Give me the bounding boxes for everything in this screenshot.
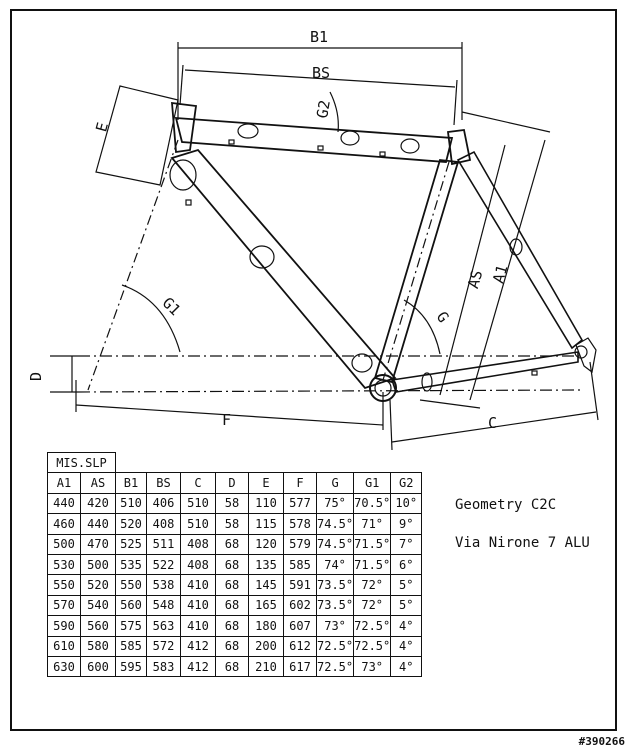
table-cell: 520 xyxy=(116,514,147,534)
table-cell: 68 xyxy=(216,636,249,656)
table-cell: 579 xyxy=(284,534,317,554)
table-cell: 525 xyxy=(116,534,147,554)
table-cell: 408 xyxy=(181,534,216,554)
down-tube-guide-3 xyxy=(352,354,372,372)
seat-tube xyxy=(375,160,458,382)
header-cell: BS xyxy=(147,473,181,493)
table-cell: 4° xyxy=(391,656,422,676)
table-cell: 578 xyxy=(284,514,317,534)
header-cell: D xyxy=(216,473,249,493)
table-cell: 7° xyxy=(391,534,422,554)
header-cell: F xyxy=(284,473,317,493)
table-cell: 570 xyxy=(48,595,81,615)
table-cell: 572 xyxy=(147,636,181,656)
table-caption-row xyxy=(48,453,422,473)
table-cell: 560 xyxy=(116,595,147,615)
table-cell: 72.5° xyxy=(317,636,354,656)
table-cell: 530 xyxy=(48,554,81,574)
table-cell: 73° xyxy=(354,656,391,676)
table-cell: 68 xyxy=(216,575,249,595)
table-cell: 607 xyxy=(284,616,317,636)
header-cell: A1 xyxy=(48,473,81,493)
label-f: F xyxy=(222,411,232,429)
e-dim-box xyxy=(96,86,178,185)
table-row xyxy=(48,636,422,656)
table-cell: 74° xyxy=(317,554,354,574)
tick-5 xyxy=(532,371,537,375)
table-cell: 410 xyxy=(181,616,216,636)
table-cell: 550 xyxy=(48,575,81,595)
table-cell: 68 xyxy=(216,595,249,615)
table-cell: 591 xyxy=(284,575,317,595)
table-cell: 210 xyxy=(249,656,284,676)
reference-code: #390266 xyxy=(578,735,625,748)
table-cell: 58 xyxy=(216,514,249,534)
table-row xyxy=(48,534,422,554)
table-cell: 72° xyxy=(354,575,391,595)
table-cell: 612 xyxy=(284,636,317,656)
bs-ext-left xyxy=(180,65,183,105)
table-cell: 510 xyxy=(181,493,216,513)
c-ext-left xyxy=(390,400,392,450)
top-tube-cable-guide-1 xyxy=(238,124,258,138)
table-cell: 71.5° xyxy=(354,534,391,554)
table-cell: 617 xyxy=(284,656,317,676)
table-cell: 110 xyxy=(249,493,284,513)
g1-line xyxy=(88,140,178,390)
table-cell: 585 xyxy=(116,636,147,656)
table-cell: 602 xyxy=(284,595,317,615)
table-cell: 500 xyxy=(48,534,81,554)
down-tube-guide-1 xyxy=(170,160,196,190)
table-cell: 72.5° xyxy=(354,636,391,656)
table-cell: 460 xyxy=(48,514,81,534)
header-cell: G2 xyxy=(391,473,422,493)
top-tube xyxy=(176,118,452,162)
table-cell: 71° xyxy=(354,514,391,534)
table-cell: 165 xyxy=(249,595,284,615)
table-cell: 10° xyxy=(391,493,422,513)
table-cell: 585 xyxy=(284,554,317,574)
table-row xyxy=(48,514,422,534)
label-d: D xyxy=(27,371,45,381)
table-cell: 522 xyxy=(147,554,181,574)
header-cell: G xyxy=(317,473,354,493)
table-cell: 600 xyxy=(81,656,116,676)
table-cell: 630 xyxy=(48,656,81,676)
table-cell: 510 xyxy=(181,514,216,534)
table-cell: 145 xyxy=(249,575,284,595)
table-cell: 575 xyxy=(116,616,147,636)
label-bs: BS xyxy=(312,64,331,82)
table-cell: 535 xyxy=(116,554,147,574)
header-cell: G1 xyxy=(354,473,391,493)
tick-3 xyxy=(380,152,385,156)
table-cell: 500 xyxy=(81,554,116,574)
legend-title: Geometry C2C xyxy=(455,497,557,513)
table-cell: 72.5° xyxy=(354,616,391,636)
table-cell: 135 xyxy=(249,554,284,574)
table-cell: 583 xyxy=(147,656,181,676)
table-cell: 538 xyxy=(147,575,181,595)
table-caption: MIS.SLP xyxy=(48,453,116,473)
table-cell: 73.5° xyxy=(317,595,354,615)
table-row xyxy=(48,493,422,513)
down-tube xyxy=(172,150,395,388)
table-cell: 68 xyxy=(216,554,249,574)
header-cell: C xyxy=(181,473,216,493)
fork xyxy=(458,152,582,348)
table-cell: 410 xyxy=(181,575,216,595)
table-cell: 6° xyxy=(391,554,422,574)
table-row xyxy=(48,575,422,595)
label-as: AS xyxy=(464,268,487,291)
table-cell: 610 xyxy=(48,636,81,656)
geometry-table xyxy=(47,452,422,677)
table-cell: 470 xyxy=(81,534,116,554)
chain-stay-guide xyxy=(422,373,432,391)
table-cell: 548 xyxy=(147,595,181,615)
table-cell: 200 xyxy=(249,636,284,656)
table-cell: 550 xyxy=(116,575,147,595)
table-cell: 71.5° xyxy=(354,554,391,574)
table-cell: 70.5° xyxy=(354,493,391,513)
table-cell: 4° xyxy=(391,636,422,656)
table-cell: 577 xyxy=(284,493,317,513)
table-row xyxy=(48,616,422,636)
label-e: E xyxy=(92,120,112,134)
table-cell: 74.5° xyxy=(317,514,354,534)
table-cell: 406 xyxy=(147,493,181,513)
table-cell: 408 xyxy=(181,554,216,574)
table-cell: 4° xyxy=(391,616,422,636)
table-cell: 73° xyxy=(317,616,354,636)
table-cell: 408 xyxy=(147,514,181,534)
table-cell: 5° xyxy=(391,595,422,615)
table-cell: 563 xyxy=(147,616,181,636)
table-cell: 68 xyxy=(216,534,249,554)
table-body xyxy=(48,493,422,677)
label-g1: G1 xyxy=(158,293,185,320)
chain-stay xyxy=(392,352,578,392)
table-row xyxy=(48,656,422,676)
table-cell: 595 xyxy=(116,656,147,676)
label-a1: A1 xyxy=(489,262,512,286)
table-cell: 73.5° xyxy=(317,575,354,595)
table-cell: 115 xyxy=(249,514,284,534)
tick-4 xyxy=(186,200,191,205)
table-cell: 75° xyxy=(317,493,354,513)
table-row xyxy=(48,595,422,615)
tick-1 xyxy=(229,140,234,144)
table-cell: 68 xyxy=(216,616,249,636)
table-cell: 412 xyxy=(181,636,216,656)
table-cell: 510 xyxy=(116,493,147,513)
table-cell: 560 xyxy=(81,616,116,636)
table-cell: 5° xyxy=(391,575,422,595)
label-c: C xyxy=(488,414,498,432)
top-tube-cable-guide-2 xyxy=(341,131,359,145)
a1-ext-bottom xyxy=(420,400,480,408)
table-cell: 58 xyxy=(216,493,249,513)
a1-ext-top xyxy=(462,112,550,132)
table-cell: 74.5° xyxy=(317,534,354,554)
table-cell: 120 xyxy=(249,534,284,554)
table-cell: 540 xyxy=(81,595,116,615)
header-cell: AS xyxy=(81,473,116,493)
label-g: G xyxy=(432,308,453,326)
table-cell: 72.5° xyxy=(317,656,354,676)
top-tube-cable-guide-3 xyxy=(401,139,419,153)
header-cell: B1 xyxy=(116,473,147,493)
label-g2: G2 xyxy=(313,98,334,120)
table-cell: 410 xyxy=(181,595,216,615)
table-cell: 68 xyxy=(216,656,249,676)
table-cell: 440 xyxy=(81,514,116,534)
header-cell: E xyxy=(249,473,284,493)
table-cell: 440 xyxy=(48,493,81,513)
table-cell: 520 xyxy=(81,575,116,595)
label-b1: B1 xyxy=(310,28,329,46)
table-cell: 420 xyxy=(81,493,116,513)
legend-model: Via Nirone 7 ALU xyxy=(455,535,590,551)
table-cell: 580 xyxy=(81,636,116,656)
table-cell: 412 xyxy=(181,656,216,676)
table-header-row xyxy=(48,473,422,493)
table-cell: 72° xyxy=(354,595,391,615)
tick-2 xyxy=(318,146,323,150)
seat-tube-centerline xyxy=(383,162,449,380)
table-cell: 180 xyxy=(249,616,284,636)
table-cell: 9° xyxy=(391,514,422,534)
c-ext-right xyxy=(590,362,598,420)
bb-line xyxy=(78,390,580,392)
table-cell: 590 xyxy=(48,616,81,636)
table-row xyxy=(48,554,422,574)
table-cell: 511 xyxy=(147,534,181,554)
